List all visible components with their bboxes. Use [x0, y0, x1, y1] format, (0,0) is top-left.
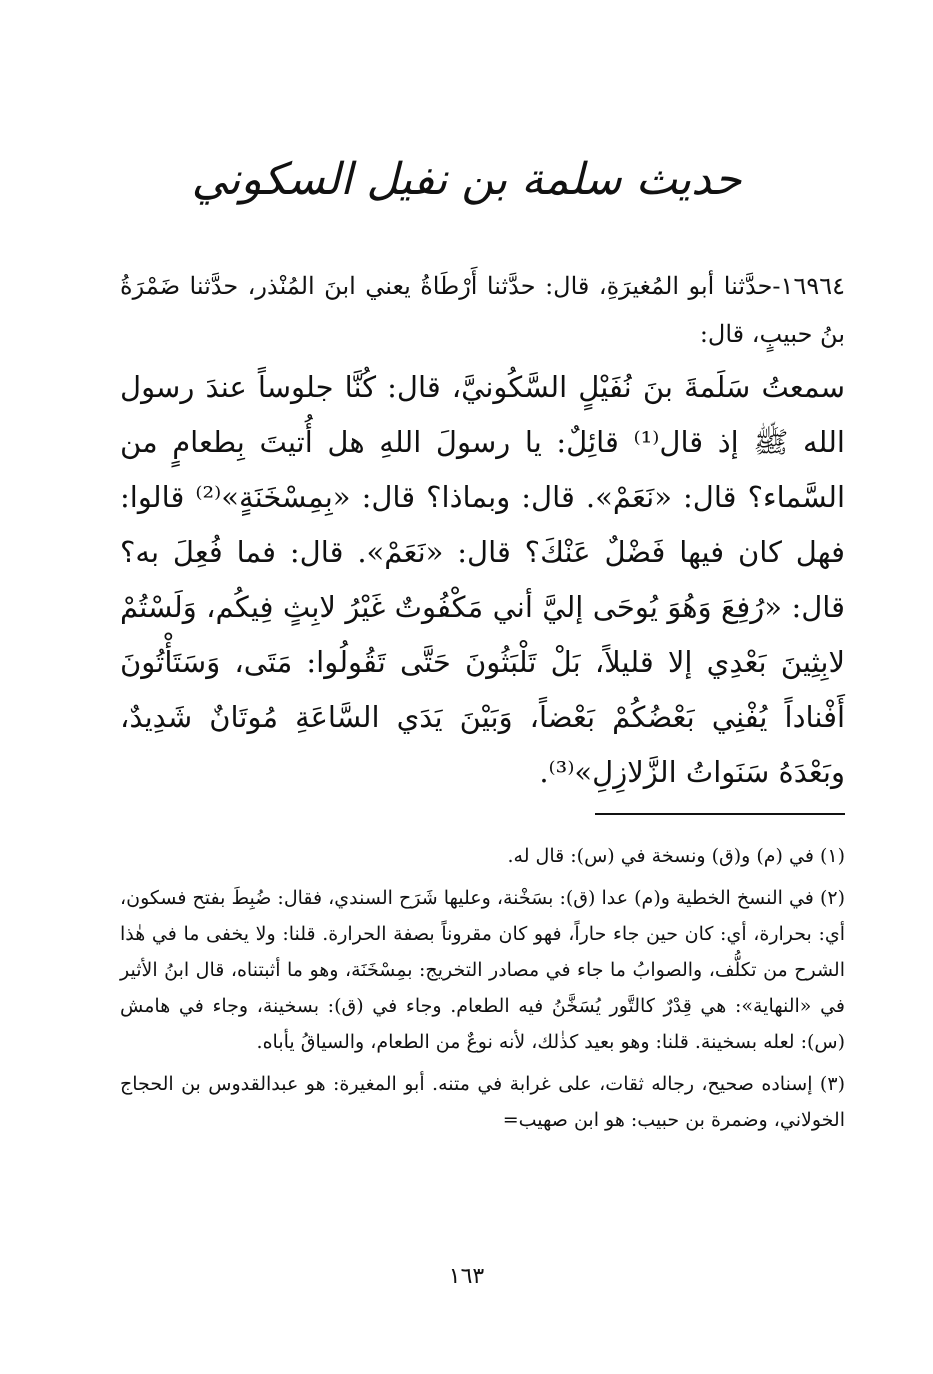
chapter-title: حديث سلمة بن نفيل السكوني — [191, 154, 742, 205]
footnote-3: (٣) إسناده صحيح، رجاله ثقات، على غرابة في متنه. أبو المغيرة: هو عبدالقدوس بن الحجاج الخولاني، وضمرة بن حبيب: هو ابن صهيب= — [120, 1073, 845, 1131]
footnote-1: (١) في (م) و(ق) ونسخة في (س): قال له. — [507, 845, 845, 867]
footnote-2: (٢) في النسخ الخطية و(م) عدا (ق): بسَخْنة، وعليها شَرَح السندي، فقال: ضُبِطَ بفتح فسكون، أي: بحرارة، أي: كان حين جاء حاراً، فهو كان مقروناً بصفة الحرارة. قلنا: ولا يخفى ما في هٰذا الشرح من تكلُّف، والصوابُ ما جاء في مصادر التخريج: بمِسْخَنَة، وهو ما أثبتناه، قال ابنُ الأثير في «النهاية»: هي قِدْرٌ كالتَّور يُسَخَّنُ فيه الطعام. وجاء في (ق): بسخينة، وجاء في هامش (س): لعله بسخينة. قلنا: وهو بعيد كذٰلك، لأنه نوعٌ من الطعام، والسياقُ يأباه. — [120, 887, 845, 1053]
hadith-matn — [120, 360, 845, 800]
footnotes — [120, 838, 845, 1144]
isnad-text: ١٦٩٦٤-حدَّثنا أبو المُغيرَةِ، قال: حدَّثنا أَرْطَاةُ يعني ابنَ المُنْذر، حدَّثنا ضَمْرَةُ بنُ حبيبٍ، قال: — [120, 272, 845, 348]
matn-text: سمعتُ سَلَمةَ بنَ نُفَيْلٍ السَّكُونيَّ، قال: كُنَّا جلوساً عندَ رسول الله ﷺ إذ قال⁽¹⁾ قائِلٌ: يا رسولَ اللهِ هل أُتيتَ بِطعامٍ من السَّماء؟ قال: «نَعَمْ». قال: وبماذا؟ قال: «بِمِسْخَنَةٍ»⁽²⁾ قالوا: فهل كان فيها فَضْلٌ عَنْكَ؟ قال: «نَعَمْ». قال: فما فُعِلَ به؟ قال: «رُفِعَ وَهُوَ يُوحَى إليَّ أني مَكْفُوتٌ غَيْرُ لابِثٍ فِيكُم، وَلَسْتُمْ لابِثِينَ بَعْدِي إلا قليلاً، بَلْ تَلْبَثُونَ حَتَّى تَقُولُوا: مَتَى، وَسَتَأْتُونَ أَفْناداً يُفْنِي بَعْضُكُمْ بَعْضاً، وَبَيْنَ يَدَي السَّاعَةِ مُوتَانٌ شَدِيدٌ، وبَعْدَهُ سَنَواتُ الزَّلازِلِ»⁽³⁾. — [120, 370, 845, 789]
page-number: ١٦٣ — [448, 1264, 485, 1289]
hadith-isnad — [120, 262, 845, 358]
footnote-separator — [595, 813, 845, 815]
